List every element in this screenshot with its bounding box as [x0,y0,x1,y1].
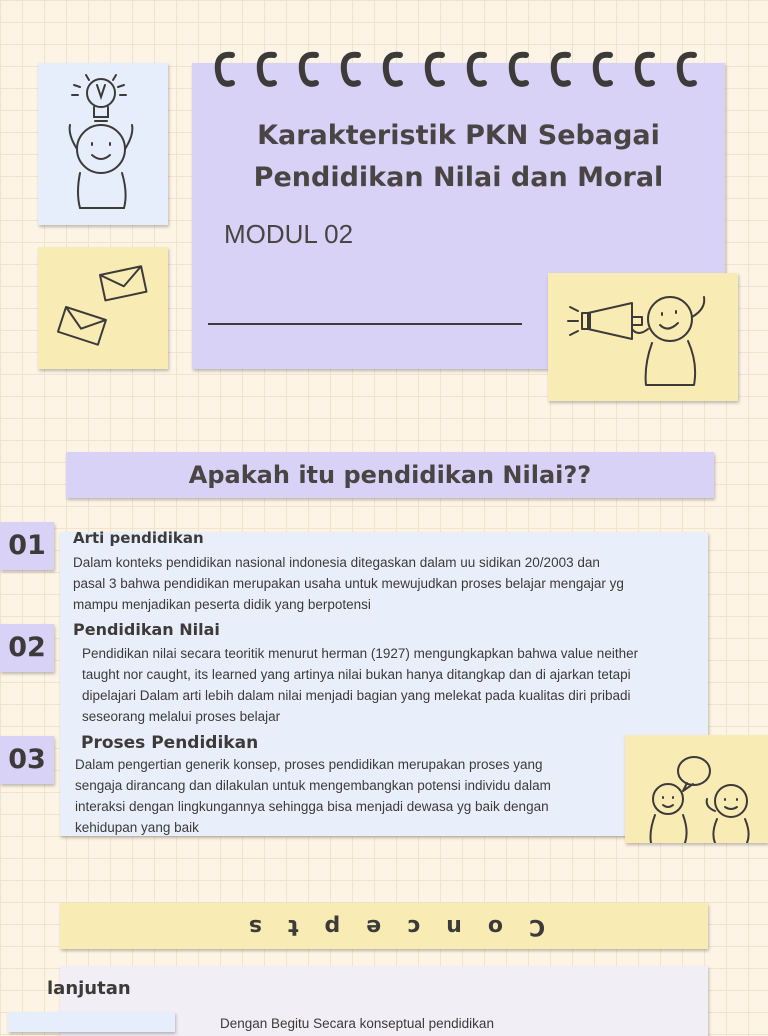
concepts-banner [60,903,708,949]
title-underline [208,323,522,325]
binder-ring [512,55,526,84]
title-line-1: Karakteristik PKN Sebagai [257,120,660,151]
item-paragraph [73,552,624,615]
item-heading: Pendidikan Nilai [73,620,220,639]
binder-ring [638,55,652,84]
item-number-badge: 02 [0,624,54,672]
lightbulb-person-icon [38,63,168,225]
section-header [66,452,714,498]
page-title [192,115,725,199]
text-line: Dalam pengertian generik konsep, proses pendidikan merupakan proses yang [75,757,543,772]
bottom-illustration-card [8,1012,175,1032]
continuation-label: lanjutan [47,978,131,999]
binder-ring [596,55,610,84]
binder-ring [260,55,274,84]
concepts-label: Concepts [222,914,546,939]
title-line-2: Pendidikan Nilai dan Moral [253,162,664,193]
text-line: kehidupan yang baik [75,820,199,835]
idea-illustration-card [38,63,168,225]
section-title: Apakah itu pendidikan Nilai?? [188,461,592,489]
mail-illustration-card [38,247,168,369]
binder-ring [680,55,694,84]
text-line: seseorang melalui proses belajar [82,709,281,724]
item-paragraph [82,643,638,727]
continuation-text: Dengan Begitu Secara konseptual pendidikan [220,1016,494,1031]
item-number-badge: 03 [0,736,54,784]
binder-ring [470,55,484,84]
text-line: dipelajari Dalam arti lebih dalam nilai menjadi bagian yang melekat pada kualitas diri pribadi [82,688,631,703]
text-line: taught nor caught, its learned yang artinya nilai bukan hanya ditangkap dan di ajarkan tetapi [82,667,631,682]
item-heading: Proses Pendidikan [81,733,259,753]
text-line: interaksi dengan lingkungannya sehingga bisa menjadi dewasa yg baik dengan [75,799,549,814]
people-speech-bubble-icon [625,735,768,843]
chatting-people-illustration-card [625,735,768,843]
item-heading: Arti pendidikan [73,529,204,547]
binder-ring [218,55,232,84]
binder-ring [554,55,568,84]
text-line: Dalam konteks pendidikan nasional indonesia ditegaskan dalam uu sidikan 20/2003 dan [73,555,600,570]
text-line: sengaja dirancang dan dilakulan untuk mengembangkan potensi individu dalam [75,778,551,793]
text-line: pasal 3 bahwa pendidikan merupakan usaha untuk mewujudkan proses belajar mengajar yg [73,576,624,591]
binder-ring [386,55,400,84]
binder-ring [428,55,442,84]
text-line: mampu menjadikan peserta didik yang berpotensi [73,597,371,612]
content-box [60,529,708,836]
item-paragraph [75,754,551,838]
binder-ring [302,55,316,84]
item-number-badge: 01 [0,522,54,570]
envelope-icon [38,247,168,369]
binder-rings-icon [202,49,722,93]
megaphone-illustration-card [548,273,738,401]
megaphone-person-icon [548,273,738,401]
text-line: Pendidikan nilai secara teoritik menurut herman (1927) mengungkapkan bahwa value neither [82,646,639,661]
binder-ring [344,55,358,84]
module-label: MODUL 02 [224,219,354,249]
